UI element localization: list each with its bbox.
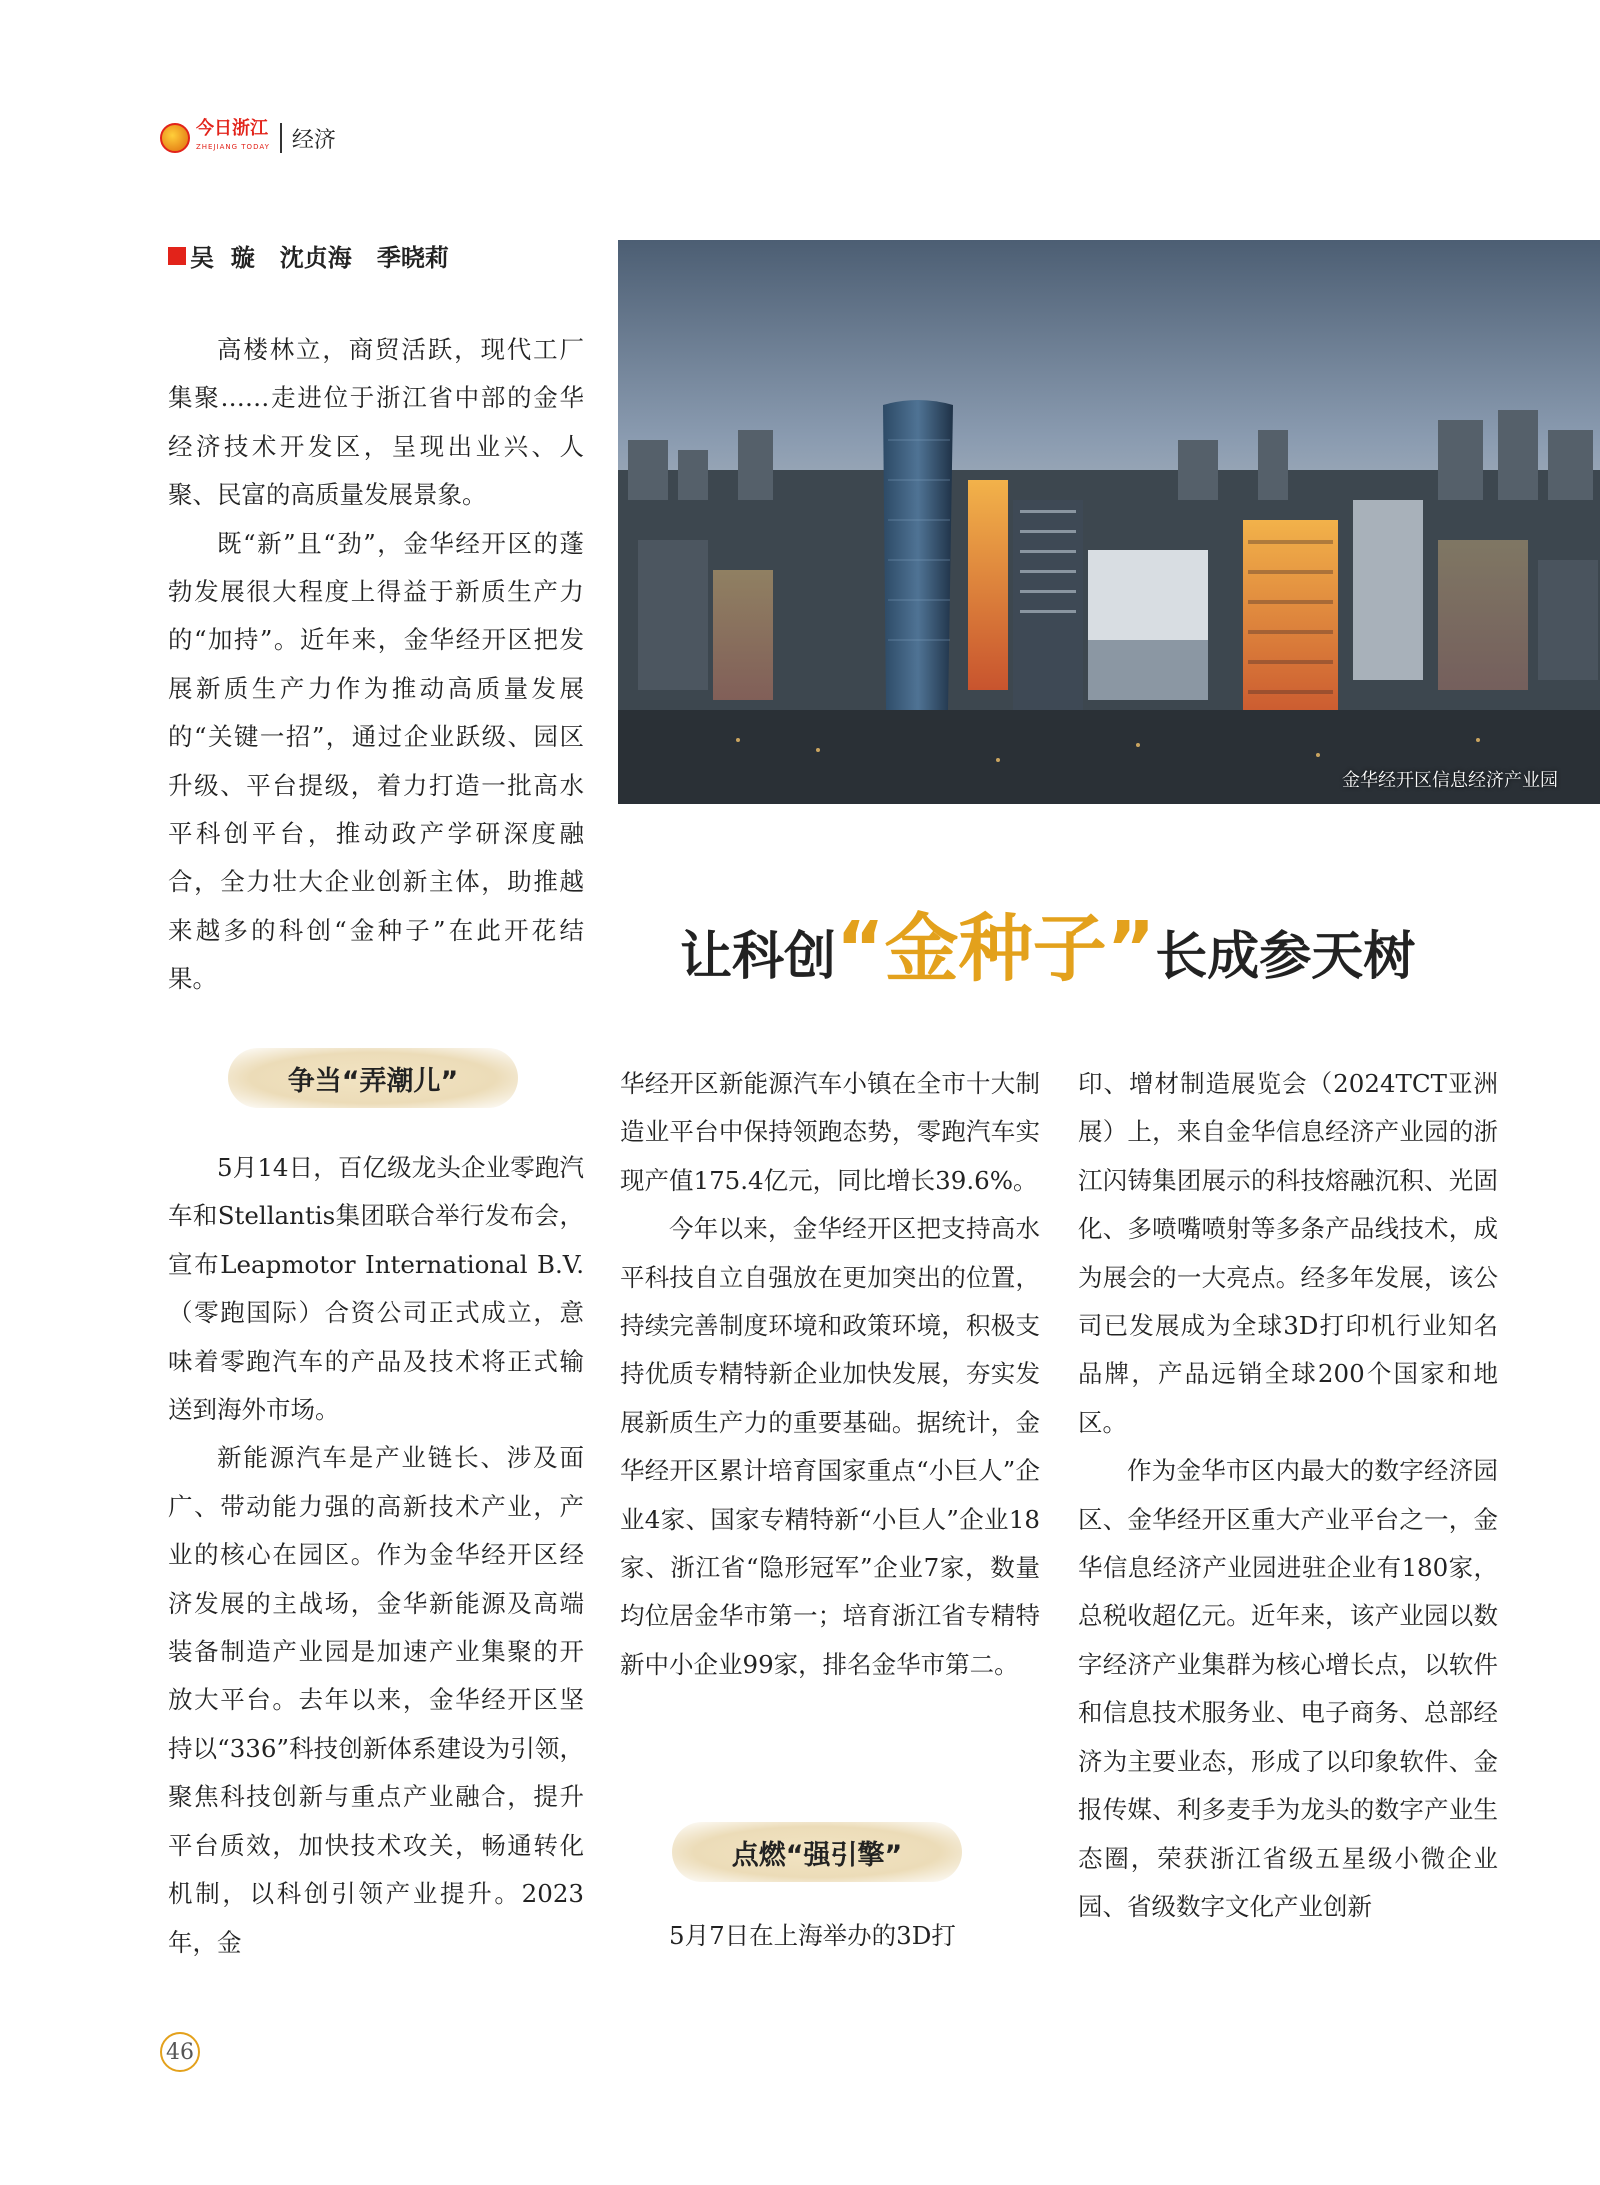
subhead-first: 争当“弄潮儿”	[228, 1048, 518, 1108]
byline	[168, 238, 449, 273]
logo-subtext: ZHEJIANG TODAY	[196, 143, 270, 151]
body-paragraph-continued: 印、增材制造展览会（2024TCT亚洲展）上，来自金华信息经济产业园的浙江闪铸集团展示的科技熔融沉积、光固化、多喷嘴喷射等多条产品线技术，成为展会的一大亮点。经多年发展，该公司已发展成为全球3D打印机行业知名品牌，产品远销全球200个国家和地区。	[1078, 1069, 1498, 1437]
intro-paragraph-1: 高楼林立，商贸活跃，现代工厂集聚……走进位于浙江省中部的金华经济技术开发区，呈现出业兴、人聚、民富的高质量发展景象。	[168, 335, 584, 510]
subhead-second: 点燃“强引擎”	[672, 1822, 962, 1882]
body-column-3	[1078, 1060, 1498, 1931]
byline-marker-icon	[168, 247, 186, 265]
headline-highlight: 金种子	[884, 906, 1107, 992]
city-skyline-illustration	[618, 240, 1600, 804]
body-paragraph: 今年以来，金华经开区把支持高水平科技自立自强放在更加突出的位置，持续完善制度环境和政策环境，积极支持优质专精特新企业加快发展，夯实发展新质生产力的重要基础。据统计，金华经开区累计培育国家重点“小巨人”企业4家、国家专精特新“小巨人”企业18家、浙江省“隐形冠军”企业7家，数量均位居金华市第一；培育浙江省专精特新中小企业99家，排名金华市第二。	[620, 1214, 1040, 1679]
page-number: 46	[160, 2032, 200, 2072]
article-photo	[618, 240, 1600, 804]
body-paragraph: 新能源汽车是产业链长、涉及面广、带动能力强的高新技术产业，产业的核心在园区。作为金华经开区经济发展的主战场，金华新能源及高端装备制造产业园是加速产业集聚的开放大平台。去年以来，金华经开区坚持以“336”科技创新体系建设为引领，聚焦科技创新与重点产业融合，提升平台质效，加快技术攻关，畅通转化机制，以科创引领产业提升。2023年，金	[168, 1443, 584, 1957]
logo-text: 今日浙江	[196, 118, 268, 139]
intro-paragraph-2: 既“新”且“劲”，金华经开区的蓬勃发展很大程度上得益于新质生产力的“加持”。近年来，金华经开区把发展新质生产力作为推动高质量发展的“关键一招”，通过企业跃级、园区升级、平台提级，着力打造一批高水平科创平台，推动政产学研深度融合，全力壮大企业创新主体，助推越来越多的科创“金种子”在此开花结果。	[168, 528, 584, 994]
body-paragraph: 5月14日，百亿级龙头企业零跑汽车和Stellantis集团联合举行发布会，宣布Leapmotor International B.V.（零跑国际）合资公司正式成立，意味着零跑汽车的产品及技术将正式输送到海外市场。	[168, 1153, 584, 1425]
body-paragraph-continued: 华经开区新能源汽车小镇在全市十大制造业平台中保持领跑态势，零跑汽车实现产值175.4亿元，同比增长39.6%。	[620, 1069, 1040, 1195]
logo-sun-icon	[160, 123, 190, 153]
article-headline	[680, 890, 1560, 996]
body-column-2	[620, 1060, 1040, 1689]
magazine-header	[160, 118, 336, 158]
section-label: 经济	[291, 127, 336, 153]
byline-authors: 吴 璇 沈贞海 季晓莉	[190, 244, 449, 272]
body-paragraph: 作为金华市区内最大的数字经济园区、金华经开区重大产业平台之一，金华信息经济产业园进驻企业有180家，总税收超亿元。近年来，该产业园以数字经济产业集群为核心增长点，以软件和信息技术服务业、电子商务、总部经济为主要业态，形成了以印象软件、金报传媒、利多麦手为龙头的数字产业生态圈，荣获浙江省级五星级小微企业园、省级数字文化产业创新	[1078, 1456, 1498, 1921]
header-divider	[280, 123, 282, 153]
magazine-logo	[160, 120, 270, 156]
photo-caption: 金华经开区信息经济产业园	[1342, 770, 1558, 791]
body-paragraph: 5月7日在上海举办的3D打	[669, 1921, 956, 1950]
headline-prefix: 让科创	[680, 927, 837, 987]
headline-close-quote: ”	[1106, 906, 1156, 992]
intro-column	[168, 326, 584, 1004]
headline-open-quote: “	[836, 906, 885, 992]
body-column-1	[168, 1144, 584, 1967]
body-column-2-bottom	[620, 1912, 1040, 1960]
headline-suffix: 长成参天树	[1155, 927, 1416, 987]
